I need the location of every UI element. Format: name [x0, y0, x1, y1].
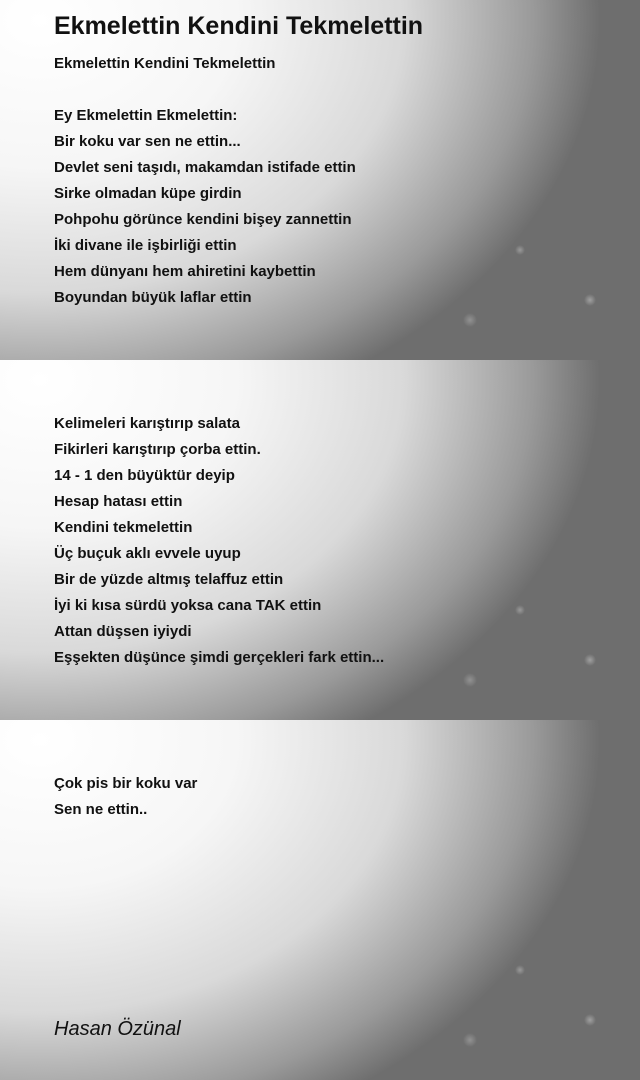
poem-line: Pohpohu görünce kendini bişey zannettin: [54, 211, 352, 228]
poem-line: Hesap hatası ettin: [54, 493, 183, 510]
poem-subtitle-block: [54, 51, 275, 77]
poem-line: Boyundan büyük laflar ettin: [54, 289, 252, 306]
poem-card-2: [0, 360, 640, 720]
poem-card-3: [0, 720, 640, 1080]
poem-author: Hasan Özünal: [54, 1018, 181, 1040]
poem-line: Fikirleri karıştırıp çorba ettin.: [54, 441, 261, 458]
poem-line: İki divane ile işbirliği ettin: [54, 237, 237, 254]
poem-line: Çok pis bir koku var: [54, 775, 198, 792]
poem-line: Attan düşsen iyiydi: [54, 623, 192, 640]
stanza-1: [54, 103, 356, 311]
poem-line: Eşşekten düşünce şimdi gerçekleri fark ettin...: [54, 649, 385, 666]
poem-line: Kelimeleri karıştırıp salata: [54, 415, 240, 432]
poem-title: Ekmelettin Kendini Tekmelettin: [54, 12, 424, 40]
stanza-2: [54, 411, 384, 671]
poem-line: İyi ki kısa sürdü yoksa cana TAK ettin: [54, 597, 322, 614]
poem-line: Sirke olmadan küpe girdin: [54, 185, 242, 202]
poem-line: Üç buçuk aklı evvele uyup: [54, 545, 241, 562]
poem-subtitle: Ekmelettin Kendini Tekmelettin: [54, 55, 276, 72]
poem-line: Hem dünyanı hem ahiretini kaybettin: [54, 263, 316, 280]
poem-line: Sen ne ettin..: [54, 801, 148, 818]
poem-line: 14 - 1 den büyüktür deyip: [54, 467, 235, 484]
stanza-3: [54, 771, 197, 823]
poem-line: Kendini tekmelettin: [54, 519, 193, 536]
poem-line: Bir de yüzde altmış telaffuz ettin: [54, 571, 284, 588]
poem-line: Ey Ekmelettin Ekmelettin:: [54, 107, 238, 124]
poem-card-1: [0, 0, 640, 360]
poem-line: Bir koku var sen ne ettin...: [54, 133, 241, 150]
poem-line: Devlet seni taşıdı, makamdan istifade ettin: [54, 159, 356, 176]
